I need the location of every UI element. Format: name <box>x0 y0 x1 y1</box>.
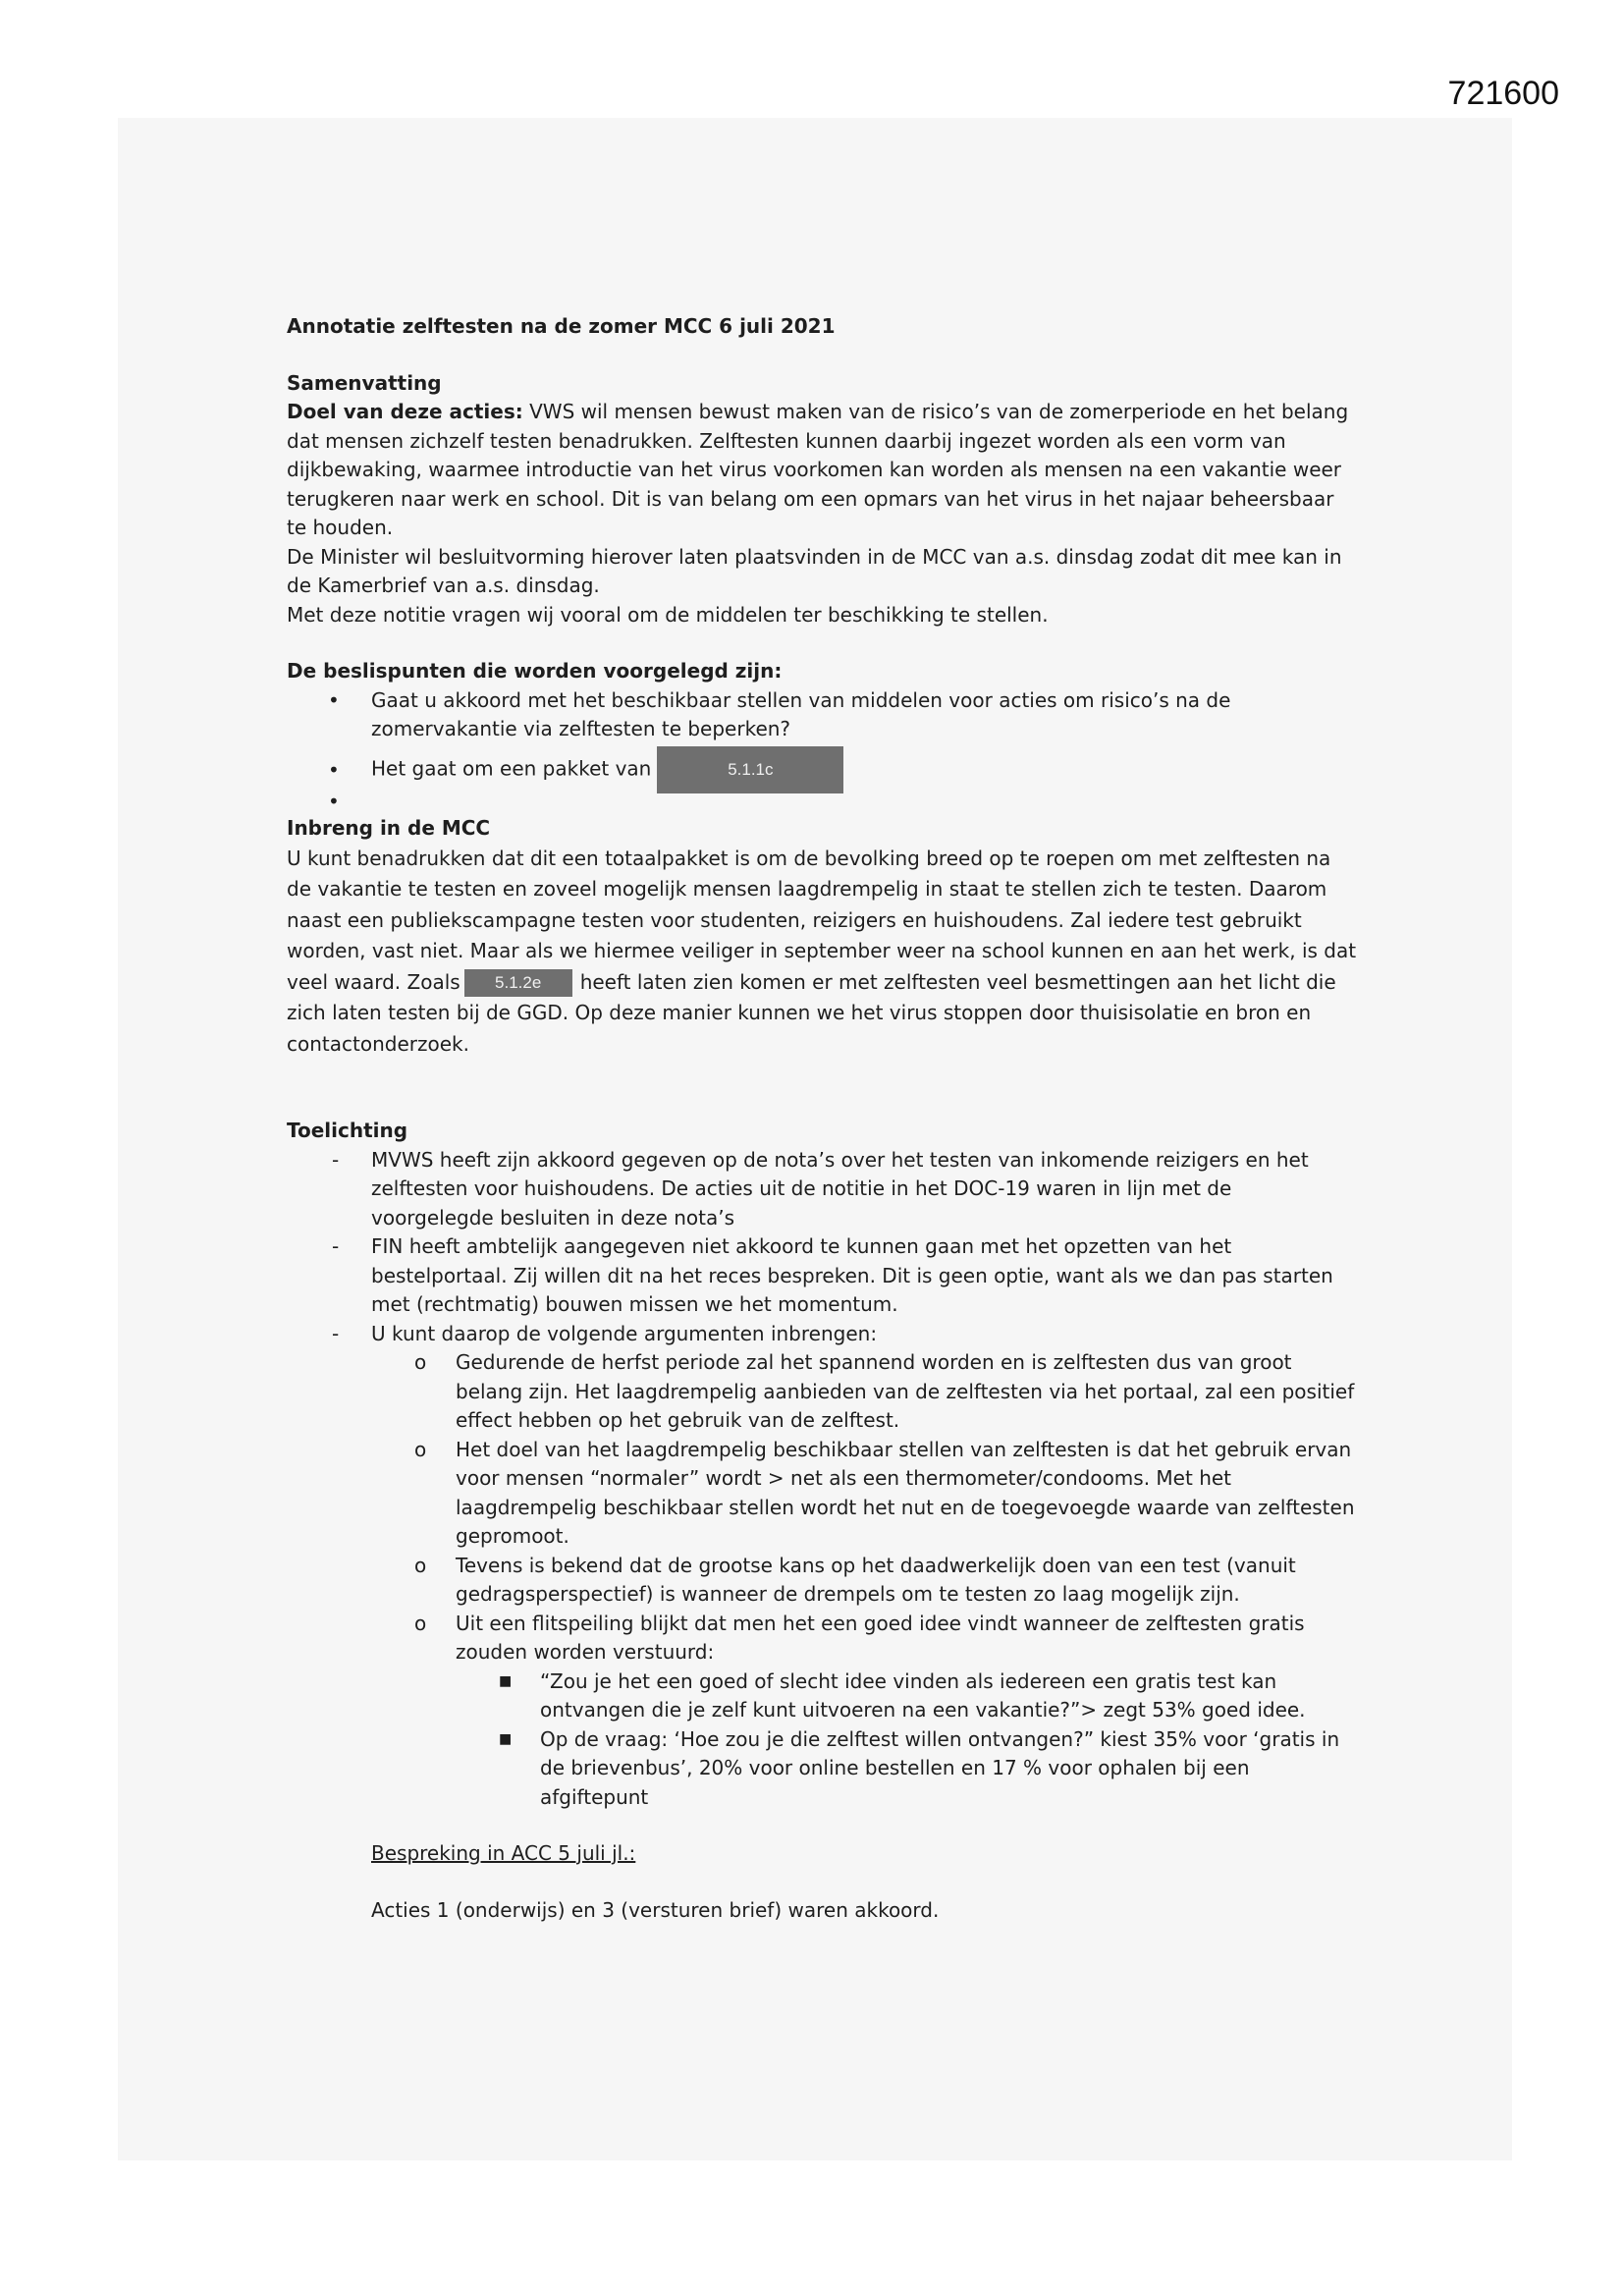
beslispunten-heading: De beslispunten die worden voorgelegd zijn: <box>287 659 783 683</box>
square-bullet-icon: ■ <box>499 1730 513 1747</box>
document-body <box>287 312 1357 1925</box>
list-item: ■ “Zou je het een goed of slecht idee vinden als iedereen een gratis test kan ontvangen die je zelf kunt uitvoeren na een vakantie?”> zegt 53% goed idee. <box>499 1668 1306 1722</box>
circle-bullet-icon: o <box>414 1437 427 1461</box>
goal-paragraph <box>287 398 1357 543</box>
document-title: Annotatie zelftesten na de zomer MCC 6 juli 2021 <box>287 314 836 338</box>
beslispunten-list <box>287 686 1357 823</box>
list-item-empty <box>287 789 1357 823</box>
dash-icon: - <box>332 1147 340 1172</box>
list-item: - FIN heeft ambtelijk aangegeven niet akkoord te kunnen gaan met het opzetten van het bestelportaal. Zij willen dit na het reces bespreken. Dit is geen optie, want als we dan pas starten met (rechtmatig) bouwen missen we het momentum. <box>332 1234 1333 1316</box>
bullet-icon: • <box>328 757 340 782</box>
list-item: o Uit een flitspeiling blijkt dat men het een goed idee vindt wanneer de zelftesten gratis zouden worden verstuurd: <box>414 1611 1305 1664</box>
toelichting-list <box>287 1146 1357 1813</box>
circle-bullet-icon: o <box>414 1553 427 1577</box>
bullet-icon: • <box>328 789 340 813</box>
bespreking-heading: Bespreking in ACC 5 juli jl.: <box>371 1841 636 1865</box>
samenvatting-heading: Samenvatting <box>287 370 442 395</box>
redaction-block: 5.1.2e <box>464 969 572 997</box>
list-item: o Gedurende de herfst periode zal het spannend worden en is zelftesten dus van groot belang zijn. Het laagdrempelig aanbieden van de zelftesten via het portaal, zal een positief effect hebben op het gebruik van de zelftest. <box>414 1350 1355 1432</box>
goal-label: Doel van deze acties: <box>287 400 523 423</box>
dash-icon: - <box>332 1321 340 1345</box>
circle-bullet-icon: o <box>414 1611 427 1635</box>
list-item: ■ Op de vraag: ‘Hoe zou je die zelftest willen ontvangen?” kiest 35% voor ‘gratis in de brievenbus’, 20% voor online bestellen en 17 % voor ophalen bij een afgiftepunt <box>499 1726 1340 1809</box>
bespreking-text: Acties 1 (onderwijs) en 3 (versturen brief) waren akkoord. <box>371 1897 940 1922</box>
list-item: • Het gaat om een pakket van 5.1.1c <box>287 746 1357 793</box>
redaction-block: 5.1.1c <box>657 746 843 793</box>
inbreng-paragraph: U kunt benadrukken dat dit een totaalpakket is om de bevolking breed op te roepen om met zelftesten na de vakantie te testen en zoveel mogelijk mensen laagdrempelig in staat te stellen zich te testen. Daarom naast een publiekscampagne testen voor studenten, reizigers en huishoudens. Zal iedere test gebruikt worden, vast niet. Maar als we hiermee veiliger in september weer na school kunnen en aan het werk, is dat veel waard. Zoals 5.1.2e heeft laten zien komen er met zelftesten veel besmettingen aan het licht die zich laten testen bij de GGD. Op deze manier kunnen we het virus stoppen door thuisisolatie en bron en contactonderzoek. <box>287 846 1357 1056</box>
square-bullet-icon: ■ <box>499 1672 513 1689</box>
inbreng-heading: Inbreng in de MCC <box>287 816 491 840</box>
list-item: o Het doel van het laagdrempelig beschikbaar stellen van zelftesten is dat het gebruik ervan voor mensen “normaler” wordt > net als een thermometer/condooms. Met het laagdrempelig beschikbaar stellen wordt het nut en de toegevoegde waarde van zelftesten gepromoot. <box>414 1437 1355 1548</box>
list-item: o Tevens is bekend dat de grootse kans op het daadwerkelijk doen van een test (vanuit gedragsperspectief) is wanneer de drempels om te testen zo laag mogelijk zijn. <box>414 1553 1296 1606</box>
list-item: • Gaat u akkoord met het beschikbaar stellen van middelen voor acties om risico’s na de zomervakantie via zelftesten te beperken? <box>328 687 1231 740</box>
list-item: - MVWS heeft zijn akkoord gegeven op de nota’s over het testen van inkomende reizigers en het zelftesten voor huishoudens. De acties uit de notitie in het DOC-19 waren in lijn met de voorgelegde besluiten in deze nota’s <box>332 1147 1309 1230</box>
goal-text: VWS wil mensen bewust maken van de risico’s van de zomerperiode en het belang dat mensen zichzelf testen benadrukken. Zelftesten kunnen daarbij ingezet worden als een vorm van dijkbewaking, waarmee introductie van het virus voorkomen kan worden als mensen na een vakantie weer terugkeren naar werk en school. Dit is van belang om een opmars van het virus in het najaar beheersbaar te houden. <box>287 400 1349 539</box>
minister-paragraph: De Minister wil besluitvorming hierover laten plaatsvinden in de MCC van a.s. dinsdag zodat dit mee kan in de Kamerbrief van a.s. dinsdag. <box>287 544 1342 597</box>
document-number: 721600 <box>1447 75 1559 112</box>
toelichting-heading: Toelichting <box>287 1119 408 1142</box>
dash-icon: - <box>332 1234 340 1258</box>
bullet-icon: • <box>328 687 340 712</box>
list-item: - U kunt daarop de volgende argumenten inbrengen: <box>287 1320 1357 1349</box>
notitie-paragraph: Met deze notitie vragen wij vooral om de middelen ter beschikking te stellen. <box>287 602 1049 627</box>
circle-bullet-icon: o <box>414 1350 427 1374</box>
